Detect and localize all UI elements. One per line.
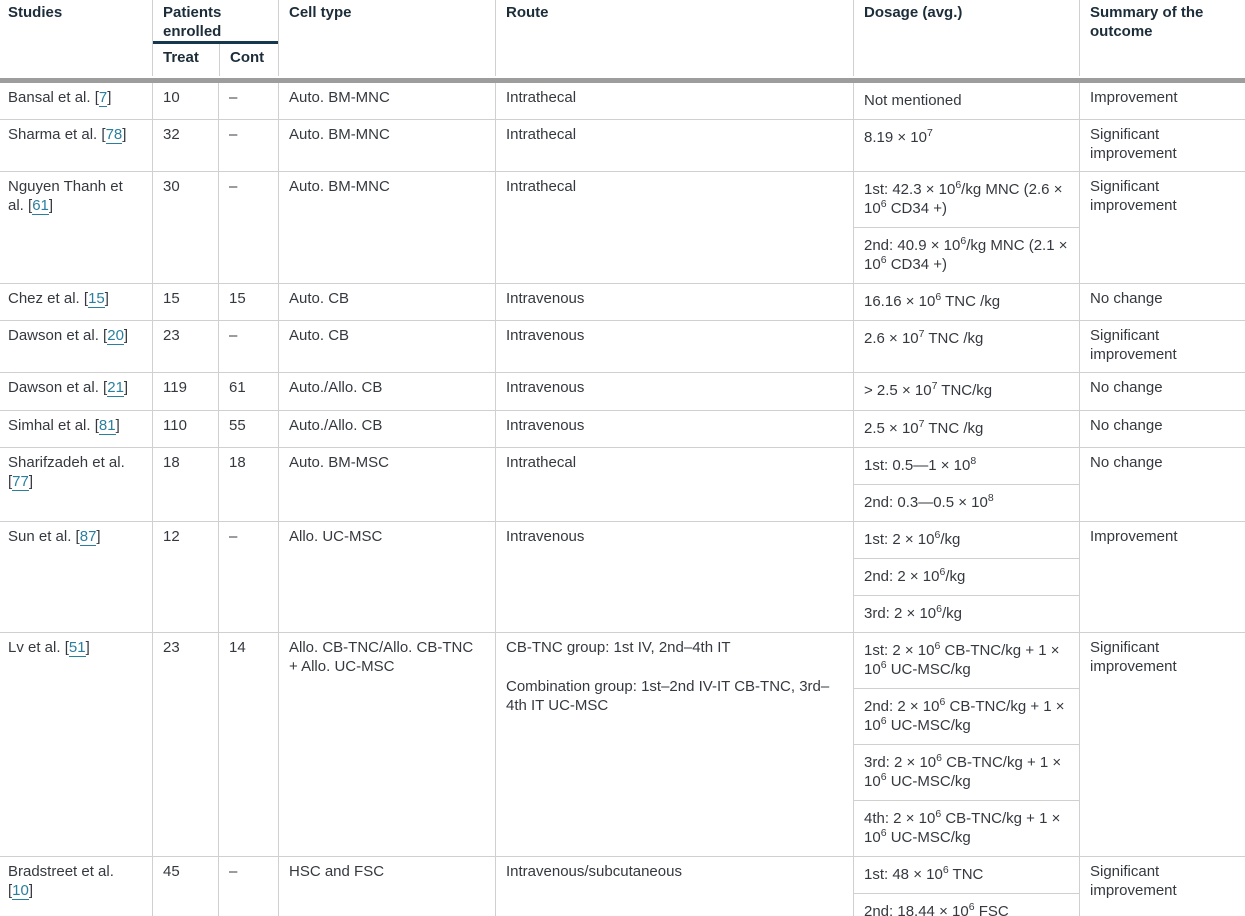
cont-cell: – bbox=[218, 83, 278, 119]
outcome-cell: Improvement bbox=[1079, 522, 1245, 632]
route-paragraph: Intravenous/subcutaneous bbox=[506, 863, 682, 881]
study-cell: Sharifzadeh et al. [77] bbox=[8, 453, 125, 490]
study-name: Sharifzadeh et al. bbox=[8, 453, 125, 471]
route-cell bbox=[495, 522, 853, 632]
treat-cell: 15 bbox=[152, 284, 218, 320]
dosage-subcell: 1st: $42.3 \times 10^6/kg$ MNC ($2.6 \times 10^6$ CD34 +) bbox=[864, 179, 1063, 218]
cell-type-cell: Auto. BM-MNC bbox=[278, 120, 495, 171]
route-cell bbox=[495, 857, 853, 916]
dosage-cell bbox=[853, 284, 1079, 320]
treat-cell: 45 bbox=[152, 857, 218, 916]
outcome-cell: No change bbox=[1079, 284, 1245, 320]
cont-cell: – bbox=[218, 857, 278, 916]
table-row bbox=[0, 521, 1245, 632]
treat-cell: 23 bbox=[152, 321, 218, 372]
treat-cell: 18 bbox=[152, 448, 218, 521]
reference-link[interactable]: 51 bbox=[68, 638, 86, 656]
outcome-cell: Significant improvement bbox=[1079, 321, 1245, 372]
dosage-subcell: $16.16 \times 10^6$ TNC /kg bbox=[864, 291, 1001, 311]
route-cell bbox=[495, 83, 853, 119]
treat-cell: 23 bbox=[152, 633, 218, 856]
reference-link[interactable]: 61 bbox=[32, 197, 49, 215]
dosage-cell bbox=[853, 321, 1079, 372]
route-paragraph: Intrathecal bbox=[506, 89, 577, 106]
col-header-patients-enrolled bbox=[152, 0, 278, 76]
dosage-subcell: 1st: $48 \times 10^6$ TNC bbox=[864, 864, 984, 884]
table-row bbox=[0, 372, 1245, 409]
study-name: Chez et al. bbox=[8, 290, 80, 308]
cell-type-cell: Auto. BM-MNC bbox=[278, 172, 495, 283]
dosage-subcell: 1st: $2 \times 10^6/kg$ bbox=[864, 528, 961, 548]
cell-type-cell: Auto. BM-MNC bbox=[278, 83, 495, 119]
study-cell: Sharma et al. [78] bbox=[8, 126, 127, 144]
route-paragraph: Intravenous bbox=[506, 379, 585, 397]
reference-link[interactable]: 7 bbox=[98, 89, 108, 106]
dosage-subcell: 2nd: $18.44 \times 10^6$ FSC bbox=[854, 893, 1079, 916]
dosage-cell bbox=[853, 373, 1079, 409]
cont-cell: – bbox=[218, 120, 278, 171]
dosage-cell bbox=[853, 120, 1079, 171]
route-cell bbox=[495, 448, 853, 521]
study-cell: Chez et al. [15] bbox=[8, 290, 109, 308]
reference-link[interactable]: 77 bbox=[12, 472, 29, 490]
route-paragraph: Intravenous bbox=[506, 327, 585, 345]
dosage-subcell: 1st: 0.5—1 × $10^8$ bbox=[864, 454, 977, 474]
dosage-cell bbox=[853, 857, 1079, 916]
dosage-cell bbox=[853, 633, 1079, 856]
treat-cell: 12 bbox=[152, 522, 218, 632]
cell-type-cell: Auto. BM-MSC bbox=[278, 448, 495, 521]
cont-cell: – bbox=[218, 172, 278, 283]
route-cell bbox=[495, 172, 853, 283]
col-header-studies: Studies bbox=[8, 4, 63, 21]
table-body bbox=[0, 83, 1245, 916]
cell-type-cell: HSC and FSC bbox=[278, 857, 495, 916]
dosage-subcell: 2nd: $2 \times 10^6$ $CB-TNC/kg + 1 \times 10^6$ UC-MSC/kg bbox=[854, 688, 1079, 744]
cont-cell: 61 bbox=[218, 373, 278, 409]
dosage-subcell: 4th: $2 \times 10^6$ $CB-TNC/kg + 1 \times 10^6$ UC-MSC/kg bbox=[854, 800, 1079, 856]
reference-link[interactable]: 10 bbox=[12, 882, 29, 900]
dosage-cell bbox=[853, 83, 1079, 119]
dosage-cell bbox=[853, 522, 1079, 632]
study-name: Bradstreet et al. bbox=[8, 863, 114, 881]
cont-cell: – bbox=[218, 522, 278, 632]
outcome-cell: No change bbox=[1079, 373, 1245, 409]
outcome-cell: Improvement bbox=[1079, 83, 1245, 119]
study-name: Sharma et al. bbox=[8, 126, 98, 144]
reference-link[interactable]: 87 bbox=[79, 527, 97, 545]
col-header-patients-label: Patients enrolled bbox=[153, 0, 278, 44]
table-row bbox=[0, 171, 1245, 283]
cell-type-cell: Auto./Allo. CB bbox=[278, 411, 495, 447]
treat-cell: 10 bbox=[152, 83, 218, 119]
reference-link[interactable]: 21 bbox=[107, 379, 124, 397]
reference-link[interactable]: 78 bbox=[105, 126, 123, 144]
cont-cell: – bbox=[218, 321, 278, 372]
study-cell: Dawson et al. [21] bbox=[8, 379, 129, 397]
cont-cell: 15 bbox=[218, 284, 278, 320]
table-row bbox=[0, 119, 1245, 171]
study-name: Sun et al. bbox=[8, 527, 72, 545]
outcome-cell: Significant improvement bbox=[1079, 120, 1245, 171]
treat-cell: 119 bbox=[152, 373, 218, 409]
table-row bbox=[0, 447, 1245, 521]
cont-cell: 14 bbox=[218, 633, 278, 856]
table-row bbox=[0, 283, 1245, 320]
dosage-cell bbox=[853, 448, 1079, 521]
treat-cell: 30 bbox=[152, 172, 218, 283]
route-paragraph: Intrathecal bbox=[506, 126, 577, 144]
study-name: Bansal et al. bbox=[8, 89, 91, 106]
route-cell bbox=[495, 120, 853, 171]
dosage-subcell: 2nd: $40.9 \times 10^6/kg$ MNC ($2.1 \times 10^6$ CD34 +) bbox=[854, 227, 1079, 283]
dosage-subcell: $2.5 \times 10^7$ TNC /kg bbox=[864, 417, 984, 437]
cont-cell: 55 bbox=[218, 411, 278, 447]
treat-cell: 110 bbox=[152, 411, 218, 447]
table-header bbox=[0, 0, 1245, 76]
outcome-cell: No change bbox=[1079, 411, 1245, 447]
route-cell bbox=[495, 373, 853, 409]
outcome-cell: Significant improvement bbox=[1079, 857, 1245, 916]
treat-cell: 32 bbox=[152, 120, 218, 171]
dosage-subcell: 3rd: $2 \times 10^6/kg$ bbox=[854, 595, 1079, 632]
route-cell bbox=[495, 411, 853, 447]
study-cell: Dawson et al. [20] bbox=[8, 327, 129, 345]
dosage-subcell: 2nd: 0.3—0.5 × $10^8$ bbox=[854, 484, 1079, 521]
study-name: Dawson et al. bbox=[8, 327, 99, 345]
table-row bbox=[0, 410, 1245, 447]
col-header-route: Route bbox=[495, 0, 853, 76]
dosage-subcell: $8.19 \times 10^7$ bbox=[864, 127, 933, 147]
col-header-dosage: Dosage (avg.) bbox=[853, 0, 1079, 76]
table-row bbox=[0, 320, 1245, 372]
study-cell: Simhal et al. [81] bbox=[8, 416, 120, 434]
study-name: Dawson et al. bbox=[8, 379, 99, 397]
route-paragraph: Intravenous bbox=[506, 527, 585, 545]
outcome-cell: No change bbox=[1079, 448, 1245, 521]
study-name: Simhal et al. bbox=[8, 416, 91, 434]
cell-type-cell: Auto. CB bbox=[278, 284, 495, 320]
cont-cell: 18 bbox=[218, 448, 278, 521]
table-row bbox=[0, 632, 1245, 856]
study-cell: Bansal et al. [7] bbox=[8, 89, 112, 106]
reference-link[interactable]: 81 bbox=[98, 416, 116, 434]
dosage-subcell: 1st: $2 \times 10^6$ $CB-TNC/kg + 1 \times 10^6$ UC-MSC/kg bbox=[864, 639, 1060, 678]
route-cell bbox=[495, 321, 853, 372]
col-header-outcome: Summary of the outcome bbox=[1079, 0, 1245, 76]
col-header-treat: Treat bbox=[163, 49, 199, 66]
reference-link[interactable]: 20 bbox=[107, 327, 124, 345]
dosage-cell bbox=[853, 411, 1079, 447]
route-paragraph: Intrathecal bbox=[506, 453, 577, 471]
route-paragraph: CB-TNC group: 1st IV, 2nd–4th IT bbox=[506, 638, 731, 656]
outcome-cell: Significant improvement bbox=[1079, 633, 1245, 856]
col-header-cell-type: Cell type bbox=[278, 0, 495, 76]
cell-type-cell: Auto./Allo. CB bbox=[278, 373, 495, 409]
study-cell: Nguyen Thanh et al. [61] bbox=[8, 178, 123, 215]
dosage-subcell: > $2.5 \times 10^7$ TNC/kg bbox=[864, 380, 993, 400]
reference-link[interactable]: 15 bbox=[88, 290, 105, 308]
route-paragraph: Intravenous bbox=[506, 290, 585, 308]
dosage-subcell: 3rd: $2 \times 10^6$ $CB-TNC/kg + 1 \times 10^6$ UC-MSC/kg bbox=[854, 744, 1079, 800]
dosage-subcell: $2.6 \times 10^7$ TNC /kg bbox=[864, 328, 984, 348]
study-name: Nguyen Thanh et al. bbox=[8, 178, 123, 215]
study-name: Lv et al. bbox=[8, 638, 61, 656]
study-cell: Bradstreet et al. [10] bbox=[8, 863, 114, 900]
route-cell bbox=[495, 633, 853, 856]
route-paragraph: Intravenous bbox=[506, 416, 585, 434]
cell-type-cell: Allo. CB-TNC/Allo. CB-TNC + Allo. UC-MSC bbox=[278, 633, 495, 856]
route-paragraph: Combination group: 1st–2nd IV-IT CB-TNC, 3rd–4th IT UC-MSC bbox=[506, 678, 830, 715]
cell-type-cell: Auto. CB bbox=[278, 321, 495, 372]
route-cell bbox=[495, 284, 853, 320]
col-header-cont: Cont bbox=[219, 44, 279, 76]
table-row bbox=[0, 856, 1245, 916]
outcome-cell: Significant improvement bbox=[1079, 172, 1245, 283]
study-cell: Lv et al. [51] bbox=[8, 638, 90, 656]
study-cell: Sun et al. [87] bbox=[8, 527, 101, 545]
dosage-subcell: 2nd: $2 \times 10^6/kg$ bbox=[854, 558, 1079, 595]
dosage-subcell: Not mentioned bbox=[864, 92, 962, 109]
cell-type-cell: Allo. UC-MSC bbox=[278, 522, 495, 632]
route-paragraph: Intrathecal bbox=[506, 178, 577, 196]
dosage-cell bbox=[853, 172, 1079, 283]
table-row bbox=[0, 83, 1245, 119]
